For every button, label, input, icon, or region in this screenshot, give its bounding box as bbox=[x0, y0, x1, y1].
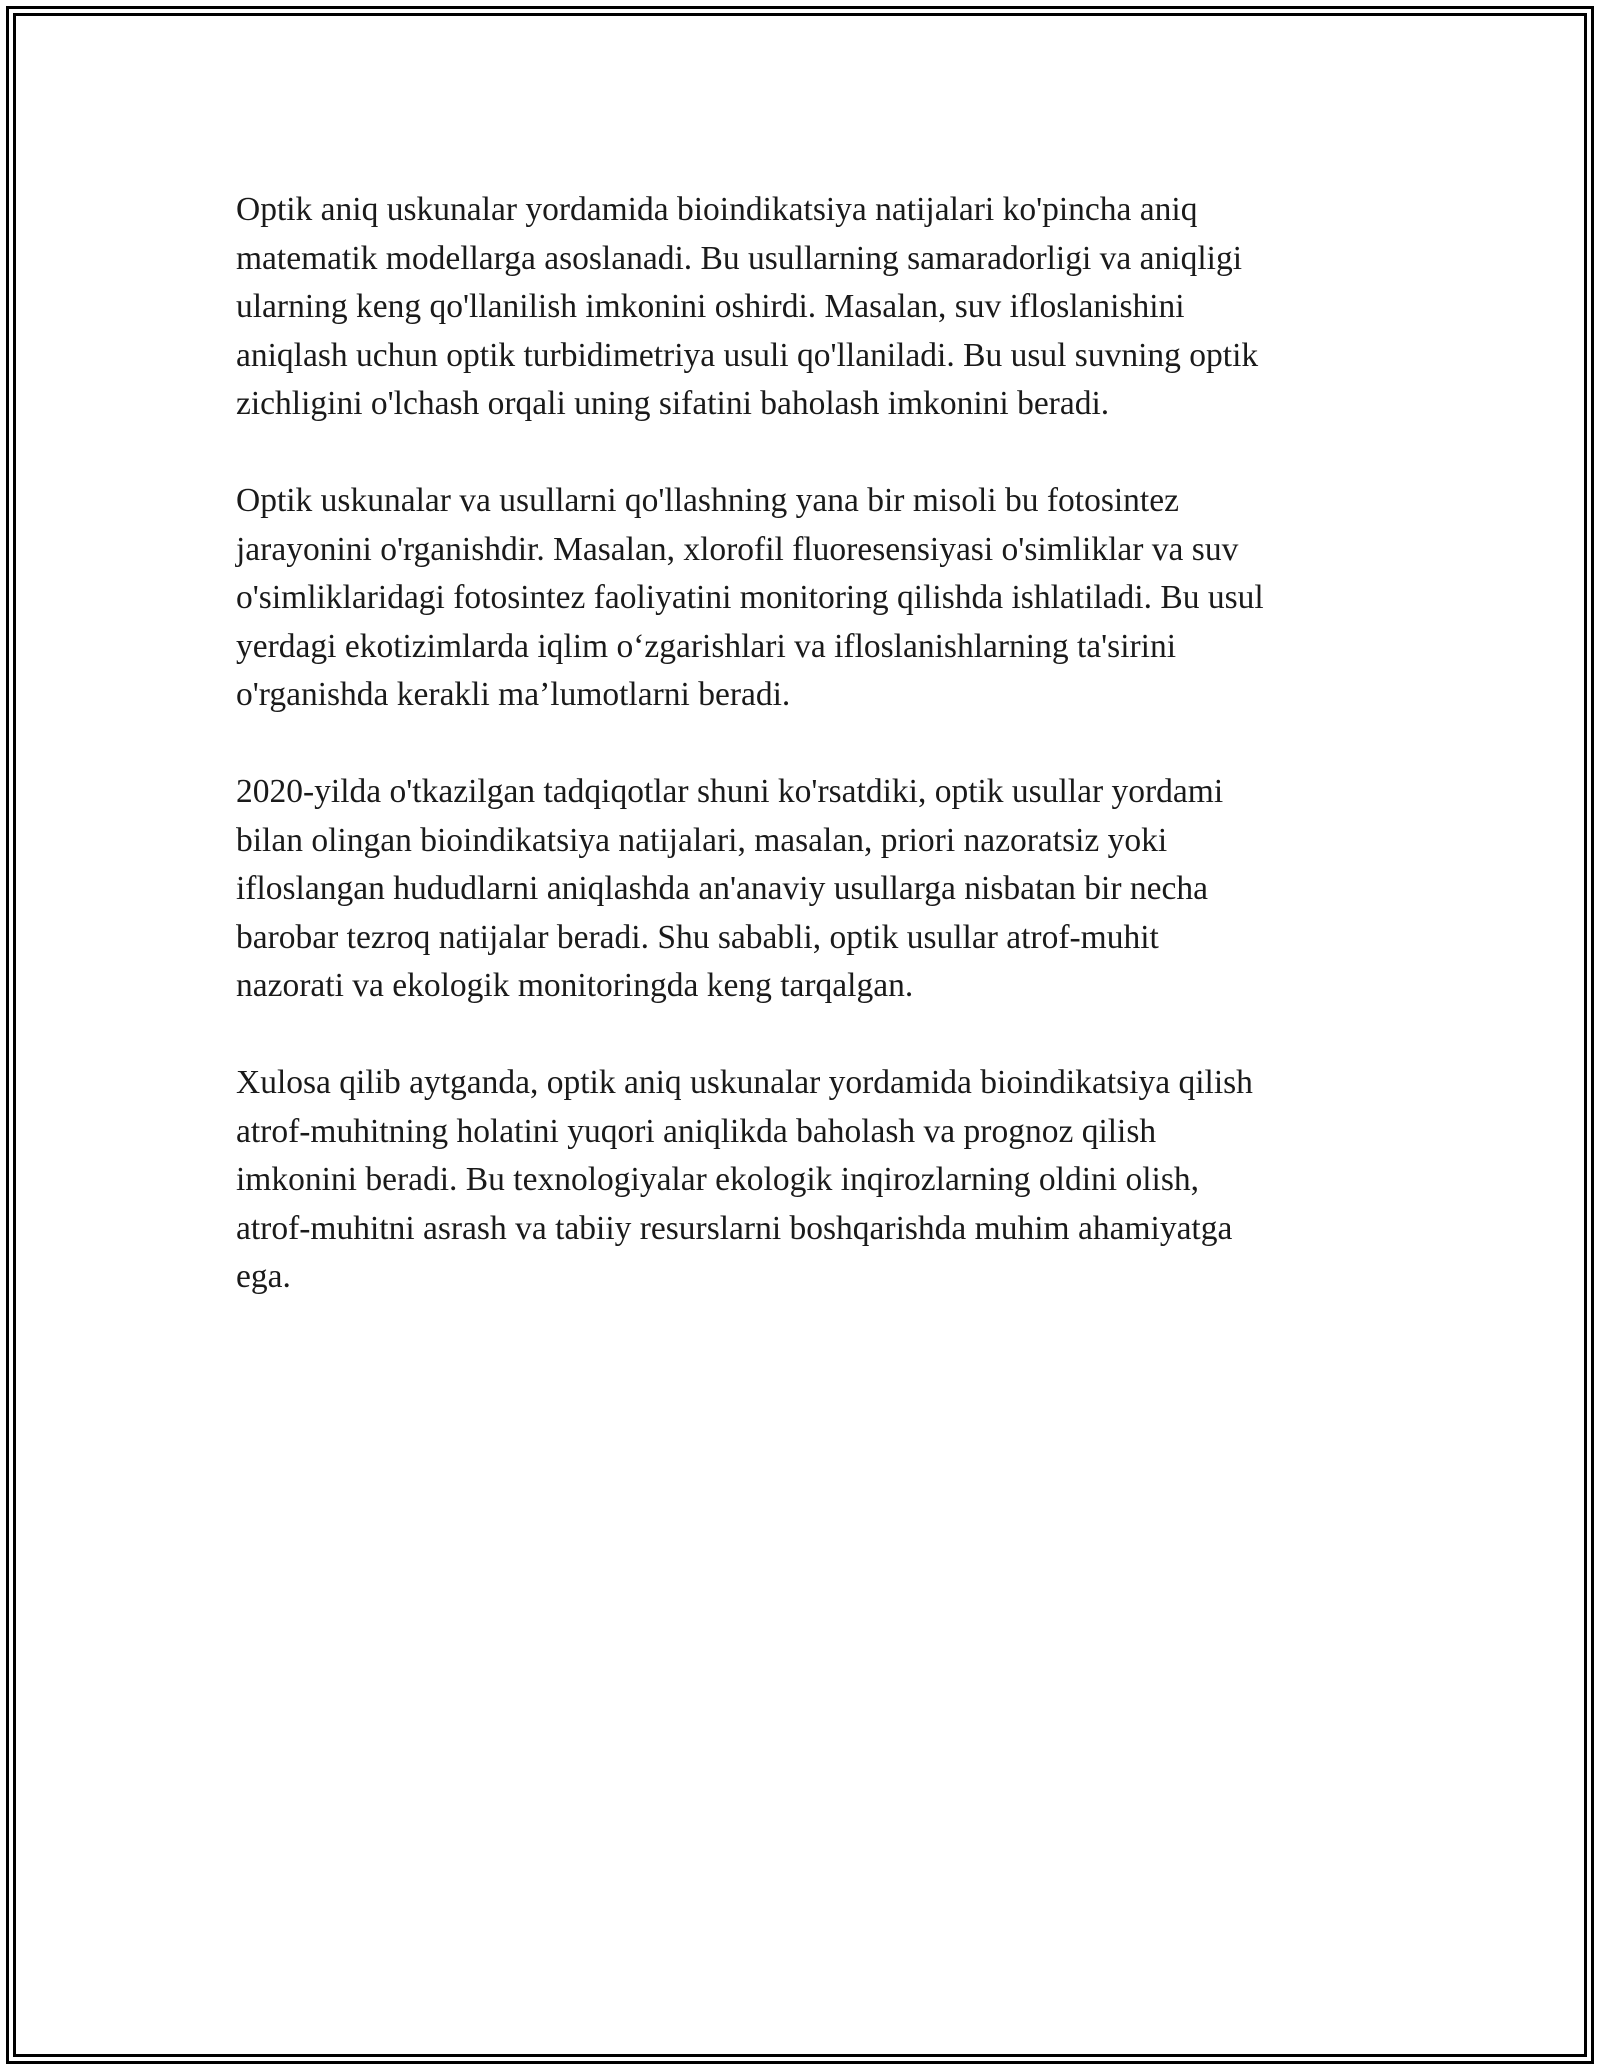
paragraph-2 bbox=[236, 477, 1386, 720]
text-line: atrof-muhitning holatini yuqori aniqlikda baholash va prognoz qilish bbox=[236, 1112, 1157, 1150]
text-line: imkonini beradi. Bu texnologiyalar ekologik inqirozlarning oldini olish, bbox=[236, 1161, 1199, 1198]
paragraph-1 bbox=[236, 186, 1386, 429]
text-line: o'simliklaridagi fotosintez faoliyatini monitoring qilishda ishlatiladi. Bu usul bbox=[236, 579, 1264, 616]
text-line: matematik modellarga asoslanadi. Bu usullarning samaradorligi va aniqligi bbox=[236, 239, 1242, 277]
text-line: Optik uskunalar va usullarni qo'llashning yana bir misoli bu fotosintez bbox=[236, 482, 1179, 519]
text-line: nazorati va ekologik monitoringda keng tarqalgan. bbox=[236, 967, 914, 1004]
text-line: Optik aniq uskunalar yordamida bioindikatsiya natijalari ko'pincha aniq bbox=[236, 191, 1198, 228]
text-line: yerdagi ekotizimlarda iqlim o‘zgarishlari va ifloslanishlarning ta'sirini bbox=[236, 627, 1177, 665]
text-line: ega. bbox=[236, 1258, 291, 1295]
text-line: zichligini o'lchash orqali uning sifatini baholash imkonini beradi. bbox=[236, 385, 1110, 422]
text-line: aniqlash uchun optik turbidimetriya usuli qo'llaniladi. Bu usul suvning optik bbox=[236, 336, 1259, 374]
paragraph-4 bbox=[236, 1059, 1386, 1302]
text-line: bilan olingan bioindikatsiya natijalari, masalan, priori nazoratsiz yoki bbox=[236, 821, 1168, 859]
text-line: 2020-yilda o'tkazilgan tadqiqotlar shuni ko'rsatdiki, optik usullar yordami bbox=[236, 773, 1224, 810]
text-line: o'rganishda kerakli ma’lumotlarni beradi. bbox=[236, 676, 791, 713]
text-line: barobar tezroq natijalar beradi. Shu sababli, optik usullar atrof-muhit bbox=[236, 918, 1159, 956]
text-line: Xulosa qilib aytganda, optik aniq uskunalar yordamida bioindikatsiya qilish bbox=[236, 1064, 1253, 1101]
text-line: atrof-muhitni asrash va tabiiy resurslarni boshqarishda muhim ahamiyatga bbox=[236, 1209, 1233, 1247]
text-line: ifloslangan hududlarni aniqlashda an'anaviy usullarga nisbatan bir necha bbox=[236, 870, 1208, 907]
paragraph-3 bbox=[236, 768, 1386, 1011]
text-line: ularning keng qo'llanilish imkonini oshirdi. Masalan, suv ifloslanishini bbox=[236, 288, 1185, 325]
document-body bbox=[236, 186, 1386, 1350]
text-line: jarayonini o'rganishdir. Masalan, xlorofil fluoresensiyasi o'simliklar va suv bbox=[236, 530, 1239, 568]
